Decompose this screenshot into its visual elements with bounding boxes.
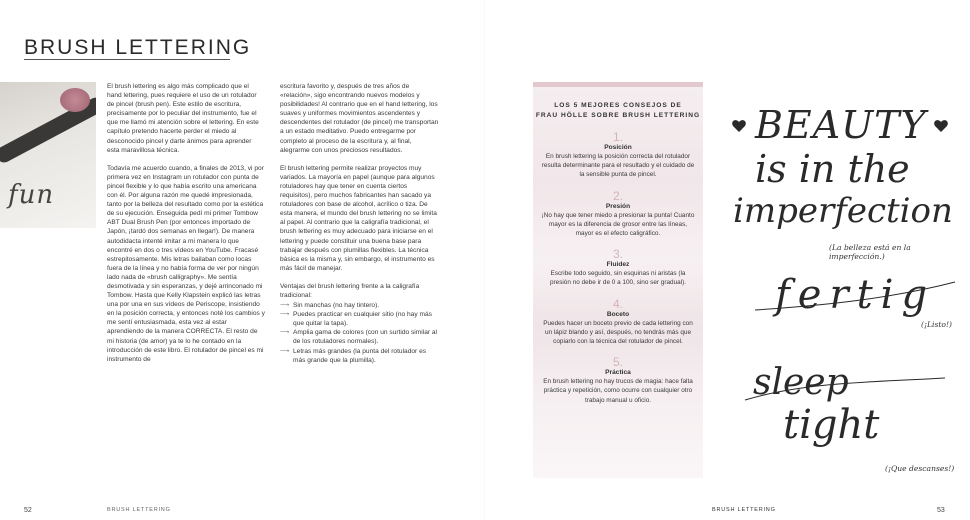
arrow-right-icon: ⟶: [280, 302, 290, 310]
running-footer-left: BRUSH LETTERING: [107, 507, 171, 513]
page-number-left: 52: [24, 507, 32, 514]
word-sleep: sleep: [753, 362, 849, 403]
tip-number: 3.: [612, 247, 623, 262]
brush-pen-photo: [0, 82, 96, 228]
tip-heading: Fluidez: [606, 261, 630, 269]
paragraph: El brush lettering es algo más complicado que el hand lettering, pues requiere el uso de un rotulador de pincel (brush pen). Este estilo de escritura, precisamente por lo peculiar del instrumento, fue el que me llamó mi atención sobre el lettering. En este capítulo pretendo hacerte perder el miedo al desconocido pincel y darte ánimos para aprender esta maravillosa técnica.: [107, 83, 259, 154]
chapter-title-rule: [24, 59, 230, 60]
tip-body: En brush lettering la posición correcta del rotulador resulta determinante para el resultado y el cuidado de la sensible punta de pincel.: [541, 153, 695, 179]
list-item: ⟶ Amplia gama de colores (con un surtido similar al de los rotuladores normales).: [280, 329, 438, 346]
tip-number: 4.: [612, 296, 623, 311]
running-footer-right: BRUSH LETTERING: [712, 507, 776, 513]
text-column-1: [107, 82, 265, 373]
advantages-intro: Ventajas del brush lettering frente a la caligrafía tradicional:: [280, 282, 420, 299]
tip-item: [533, 298, 703, 347]
advantages-list: [280, 301, 440, 365]
tip-item: [533, 131, 703, 180]
page-number-right: 53: [937, 507, 945, 514]
list-item: ⟶ Puedes practicar en cualquier sitio (no hay más que quitar la tapa).: [280, 311, 432, 328]
list-item: ⟶ Sin manchas (no hay tintero).: [280, 302, 380, 310]
list-item: ⟶ Letras más grandes (la punta del rotulador es más grande que la plumilla).: [280, 347, 427, 364]
arrow-right-icon: ⟶: [280, 311, 290, 319]
caption-fertig: (¡Listo!): [921, 320, 953, 329]
tip-heading: Presión: [605, 202, 631, 210]
tip-body: Puedes hacer un boceto previo de cada lettering con un lápiz blando y así, después, no tendrás más que copiarlo con la técnica del rotulador de pincel.: [543, 319, 693, 346]
lettering-svg: [725, 82, 965, 482]
paragraph: escritura favorito y, después de tres años de «relación», sigo encontrando nuevos modelos y posibilidades! Al contrario que en el hand lettering, los suaves y uniformes movimientos ascendentes y descendentes del rotulador (de pincel) me transportan a un estado meditativo. Puedo entregarme por completo al proceso de la escritura y, al final, alegrarme con unos preciosos resultados.: [280, 83, 439, 154]
heart-icon: [934, 120, 948, 132]
tip-number: 5.: [612, 355, 623, 370]
tip-heading: Boceto: [606, 310, 630, 318]
tips-accent-bar: [533, 82, 703, 87]
tip-body: Escribe todo seguido, sin esquinas ni aristas (la presión no debe ir de 0 a 100, sino ser gradual).: [549, 270, 687, 287]
paragraph: El brush lettering permite realizar proyectos muy variados. La mayoría en papel (aunque para algunos rotuladores hay que tener en cuenta ciertos requisitos), pero muchos fabricantes han sacado ya rotuladores con base de alcohol, acrílico o tiza. De esta manera, el mundo del brush lettering no se limita al papel. Al contrario que la caligrafía tradicional, el brush lettering es muy adecuado para iniciarse en el lettering y puede constituir una buena base para trabajar después con plumillas flexibles. La técnica básica es la misma y, sin embargo, el instrumento es más fácil de manejar.: [280, 164, 437, 272]
tip-item: [533, 248, 703, 287]
arrow-right-icon: ⟶: [280, 329, 290, 337]
tip-item: [533, 356, 703, 405]
tip-number: 1.: [612, 130, 623, 144]
tips-title: LOS 5 MEJORES CONSEJOS DE FRAU HÖLLE SOBRE BRUSH LETTERING: [535, 102, 701, 119]
quote-line-1: BEAUTY: [755, 103, 927, 147]
chapter-title: BRUSH LETTERING: [24, 36, 252, 59]
tip-item: [533, 190, 703, 239]
text-column-2: [280, 82, 440, 365]
ink-sample-graphic: fun: [8, 180, 55, 210]
tip-body: En brush lettering no hay trucos de magia: hace falta práctica y repetición, como ocurre con cualquier otro trabajo manual u oficio.: [543, 378, 693, 404]
word-fertig: fertig: [775, 272, 936, 318]
rose-icon: [60, 88, 90, 112]
arrow-right-icon: ⟶: [280, 347, 290, 355]
tip-number: 2.: [612, 188, 623, 203]
quote-line-2: is in the: [755, 147, 910, 191]
tips-box: [533, 82, 703, 478]
quote-line-3: imperfection: [733, 191, 953, 231]
caption-beauty: (La belleza está en la imperfección.): [829, 243, 911, 261]
page-gutter: [484, 0, 485, 520]
tip-heading: Práctica: [605, 369, 631, 377]
tip-body: ¡No hay que tener miedo a presionar la punta! Cuanto mayor es la diferencia de grosor entre las líneas, mayor es el efecto caligráfico.: [541, 211, 695, 238]
paragraph: Todavía me acuerdo cuando, a finales de 2013, vi por primera vez en Instagram un rotulador con punta de pincel flexible y lo que había escrito una americana con él. Por alguna razón me quedé impresionada, tanto por la belleza del resultado como por la estética de su ejecución. Enseguida pedí mi primer Tombow ABT Dual Brush Pen (por entonces importado de Japón, ¡tardó dos semanas en llegar!). De manera autodidacta intenté imitar a mi manera lo que encontré en dos o tres vídeos en YouTube. Fracasé estrepitosamente. Mis letras bailaban como locas fuera de la línea y no había forma de ver por ningún lado nada de «brush calligraphy». Me sentía desmotivada y sin esperanzas, y dejé arrinconado mi Tombow. Hasta que Kelly Klapstein explicó las letras una por una en sus vídeos de Periscope, insistiendo en la posición correcta, y entonces noté los cambios y me sentí entusiasmada, esta vez al estar aprendiendo de la manera CORRECTA. El resto de mi historia (de amor) ya te lo he contado en la introducción de este libro. El rotulador de pincel es mi instrumento de: [107, 164, 265, 363]
tip-heading: Posición: [604, 144, 632, 151]
lettering-artwork: [725, 82, 965, 482]
word-tight: tight: [783, 402, 880, 448]
heart-icon: [732, 120, 746, 132]
caption-sleep-tight: (¡Que descanses!): [885, 464, 955, 473]
